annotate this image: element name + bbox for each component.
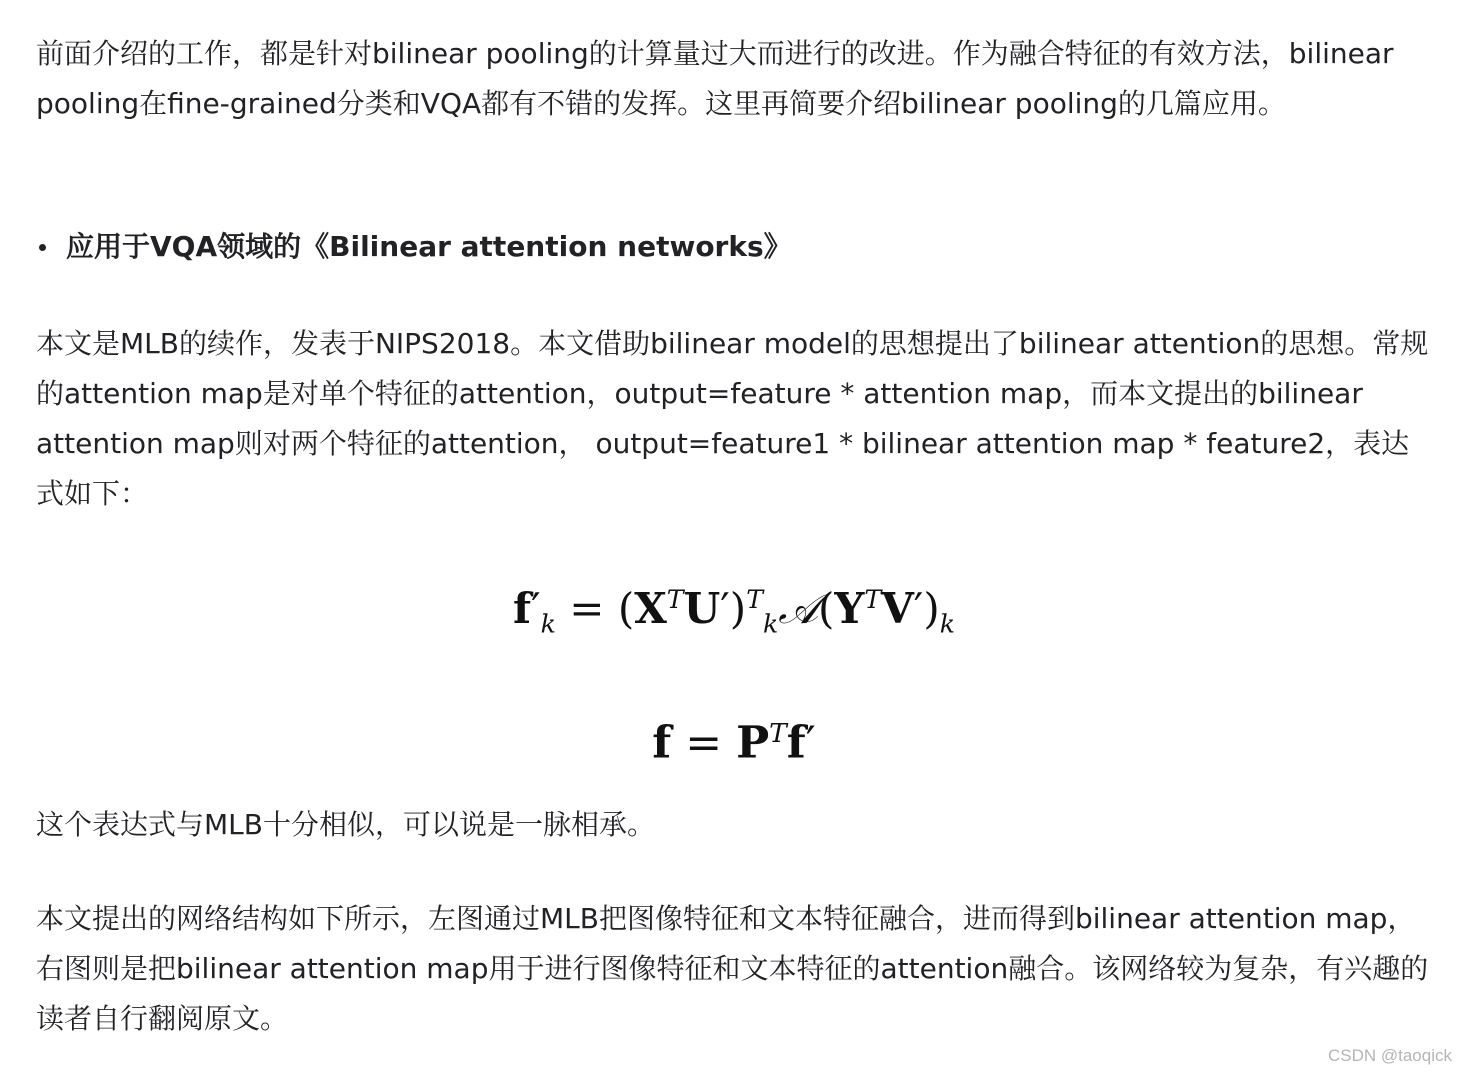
- formula-1-close1-sup: T: [746, 585, 763, 614]
- formula-1-close1-sub: k: [763, 609, 779, 639]
- formula-2-f2: f: [786, 717, 806, 769]
- formula-2-f: f: [652, 717, 672, 769]
- formula-1-V-prime: ′: [913, 584, 924, 633]
- formula-2-P-sup: T: [769, 718, 787, 749]
- formula-1-Y: Y: [834, 584, 865, 633]
- formula-1-f-prime: ′: [531, 584, 541, 633]
- formula-1-close2-sub: k: [939, 609, 955, 639]
- formula-bilinear-attention: [0, 570, 1468, 654]
- watermark: CSDN @taoqick: [1327, 1046, 1452, 1065]
- formula-1-X: X: [634, 584, 667, 633]
- formula-2-equals: =: [685, 717, 723, 769]
- formula-projection: [0, 704, 1468, 774]
- formula-2-f-prime: ′: [805, 717, 816, 769]
- formula-1-X-sup: T: [666, 585, 684, 614]
- bullet-dot-icon: [39, 244, 46, 251]
- formula-1-U-prime: ′: [720, 584, 730, 633]
- formula-1-A: 𝒜: [778, 584, 818, 633]
- formula-1-close1: ): [729, 584, 747, 633]
- formula-2-P: P: [736, 717, 770, 769]
- network-paragraph: 本文提出的网络结构如下所示，左图通过MLB把图像特征和文本特征融合，进而得到bilinear attention map，右图则是把bilinear attention map用于进行图像特征和文本特征的attention融合。该网络较为复杂，有兴趣的读者自行翻阅原文。: [36, 902, 1429, 1035]
- formula-1-Y-sup: T: [864, 585, 882, 614]
- intro-paragraph: 前面介绍的工作，都是针对bilinear pooling的计算量过大而进行的改进。作为融合特征的有效方法，bilinear pooling在fine-grained分类和VQA都有不错的发挥。这里再简要介绍bilinear pooling的几篇应用。: [36, 37, 1394, 120]
- formula-1-f: f: [513, 584, 532, 633]
- formula-1-open2: (: [818, 584, 835, 633]
- bullet-heading: 应用于VQA领域的《Bilinear attention networks》: [66, 230, 792, 263]
- formula-1-equals: =: [569, 584, 605, 633]
- formula-1-open1: (: [617, 584, 635, 633]
- similar-paragraph: 这个表达式与MLB十分相似，可以说是一脉相承。: [36, 808, 655, 841]
- bullet-item: [36, 222, 792, 272]
- formula-1-V: V: [881, 584, 914, 633]
- formula-1-sub-k: k: [540, 609, 556, 639]
- ban-paragraph: 本文是MLB的续作，发表于NIPS2018。本文借助bilinear model的思想提出了bilinear attention的思想。常规的attention map是对单个特征的attention，output=feature * attention map，而本文提出的bilinear attention map则对两个特征的attention， output=feature1 * bilinear attention map * feature2，表达式如下：: [36, 327, 1429, 510]
- formula-1-close2: ): [923, 584, 940, 633]
- formula-1-U: U: [683, 584, 721, 633]
